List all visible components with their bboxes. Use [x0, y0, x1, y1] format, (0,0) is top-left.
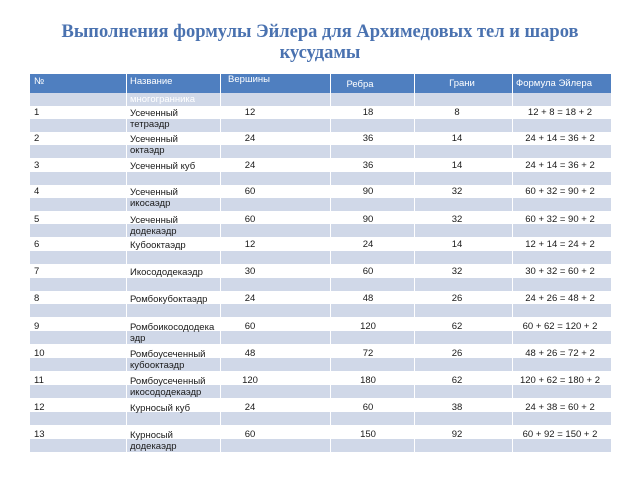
faces-value: 26: [451, 348, 463, 359]
row-stripe: [30, 385, 611, 398]
euler-formula: 24 + 26 = 48 + 2: [525, 293, 595, 304]
euler-table: [30, 74, 611, 452]
polyhedron-name: Усеченный куб: [130, 161, 196, 172]
row-stripe: [30, 304, 611, 317]
edges-value: 120: [360, 321, 376, 332]
polyhedron-name: октаэдр: [130, 145, 165, 156]
edges-value: 90: [362, 186, 374, 197]
row-stripe: [30, 278, 611, 291]
row-number: 2: [34, 133, 40, 144]
edges-value: 36: [362, 160, 374, 171]
euler-formula: 24 + 38 = 60 + 2: [525, 402, 595, 413]
euler-formula: 30 + 32 = 60 + 2: [525, 266, 595, 277]
column-divider: [414, 74, 415, 452]
edges-value: 72: [362, 348, 374, 359]
row-stripe: [30, 224, 611, 237]
row-number: 7: [34, 266, 40, 277]
faces-value: 38: [451, 402, 463, 413]
faces-value: 14: [451, 239, 463, 250]
polyhedron-name: Ромбоусеченный: [130, 349, 206, 360]
polyhedron-name: Усеченный: [130, 108, 178, 119]
polyhedron-name: Ромбоикосододека: [130, 322, 215, 333]
row-number: 13: [34, 429, 45, 440]
vertices-value: 60: [244, 214, 256, 225]
polyhedron-name: эдр: [130, 333, 146, 344]
vertices-value: 24: [244, 160, 256, 171]
edges-value: 150: [360, 429, 376, 440]
polyhedron-name: Курносый: [130, 430, 173, 441]
euler-formula: 12 + 14 = 24 + 2: [525, 239, 595, 250]
header-vertices: Вершины: [228, 74, 270, 85]
row-stripe: [30, 331, 611, 344]
polyhedron-name: Икосододекаэдр: [130, 267, 203, 278]
edges-value: 60: [362, 266, 374, 277]
euler-formula: 24 + 14 = 36 + 2: [525, 160, 595, 171]
euler-formula: 60 + 32 = 90 + 2: [525, 214, 595, 225]
polyhedron-name: икосаэдр: [130, 198, 171, 209]
faces-value: 32: [451, 214, 463, 225]
euler-formula: 24 + 14 = 36 + 2: [525, 133, 595, 144]
vertices-value: 24: [244, 133, 256, 144]
column-divider: [220, 74, 221, 452]
polyhedron-name: Усеченный: [130, 187, 178, 198]
edges-value: 90: [362, 214, 374, 225]
row-number: 6: [34, 239, 40, 250]
euler-formula: 120 + 62 = 180 + 2: [519, 375, 601, 386]
row-stripe: [30, 198, 611, 211]
vertices-value: 60: [244, 429, 256, 440]
faces-value: 62: [451, 321, 463, 332]
edges-value: 48: [362, 293, 374, 304]
column-divider: [330, 74, 331, 452]
polyhedron-name: Ромбокубоктаэдр: [130, 294, 208, 305]
polyhedron-name: Усеченный: [130, 215, 178, 226]
row-stripe: [30, 145, 611, 158]
row-number: 1: [34, 107, 40, 118]
slide-title: Выполнения формулы Эйлера для Архимедовых тел и шаров кусудамы: [61, 22, 579, 63]
vertices-value: 60: [244, 321, 256, 332]
polyhedron-name: кубооктаэдр: [130, 360, 185, 371]
polyhedron-name: Курносый куб: [130, 403, 191, 414]
polyhedron-name: икосододекаэдр: [130, 387, 202, 398]
row-number: 11: [34, 375, 44, 386]
vertices-value: 12: [244, 239, 256, 250]
edges-value: 24: [362, 239, 374, 250]
row-number: 12: [34, 402, 45, 413]
header-num: №: [34, 76, 45, 87]
polyhedron-name: Усеченный: [130, 134, 178, 145]
row-number: 10: [34, 348, 45, 359]
vertices-value: 60: [244, 186, 256, 197]
row-number: 3: [34, 160, 40, 171]
row-stripe: [30, 412, 611, 425]
faces-value: 32: [451, 186, 463, 197]
faces-value: 32: [451, 266, 463, 277]
edges-value: 180: [360, 375, 376, 386]
header-formula: Формула Эйлера: [516, 78, 592, 89]
row-stripe: [30, 439, 611, 452]
polyhedron-name: додекаэдр: [130, 226, 177, 237]
row-number: 8: [34, 293, 40, 304]
row-stripe: [30, 358, 611, 371]
row-stripe: [30, 251, 611, 264]
vertices-value: 24: [244, 293, 256, 304]
row-stripe: [30, 93, 611, 106]
column-divider: [126, 74, 127, 452]
polyhedron-name: тетраэдр: [130, 119, 170, 130]
faces-value: 26: [451, 293, 463, 304]
faces-value: 8: [454, 107, 460, 118]
vertices-value: 24: [244, 402, 256, 413]
edges-value: 36: [362, 133, 374, 144]
header-name-line2: многогранника: [130, 94, 196, 105]
header-name-line1: Название: [130, 76, 173, 87]
euler-formula: 60 + 62 = 120 + 2: [522, 321, 598, 332]
vertices-value: 48: [244, 348, 256, 359]
vertices-value: 120: [242, 375, 258, 386]
euler-formula: 48 + 26 = 72 + 2: [525, 348, 595, 359]
euler-formula: 60 + 92 = 150 + 2: [522, 429, 598, 440]
euler-formula: 12 + 8 = 18 + 2: [527, 107, 593, 118]
header-edges: Ребра: [346, 79, 374, 90]
column-divider: [512, 74, 513, 452]
row-number: 9: [34, 321, 40, 332]
polyhedron-name: Ромбоусеченный: [130, 376, 206, 387]
edges-value: 60: [362, 402, 374, 413]
faces-value: 92: [451, 429, 463, 440]
row-stripe: [30, 119, 611, 132]
polyhedron-name: додекаэдр: [130, 441, 177, 452]
vertices-value: 12: [244, 107, 256, 118]
header-faces: Грани: [449, 78, 475, 89]
faces-value: 14: [451, 133, 463, 144]
faces-value: 62: [451, 375, 463, 386]
vertices-value: 30: [244, 266, 256, 277]
row-number: 5: [34, 214, 40, 225]
row-number: 4: [34, 186, 40, 197]
euler-formula: 60 + 32 = 90 + 2: [525, 186, 595, 197]
polyhedron-name: Кубооктаэдр: [130, 240, 186, 251]
row-stripe: [30, 172, 611, 185]
faces-value: 14: [451, 160, 463, 171]
edges-value: 18: [362, 107, 374, 118]
